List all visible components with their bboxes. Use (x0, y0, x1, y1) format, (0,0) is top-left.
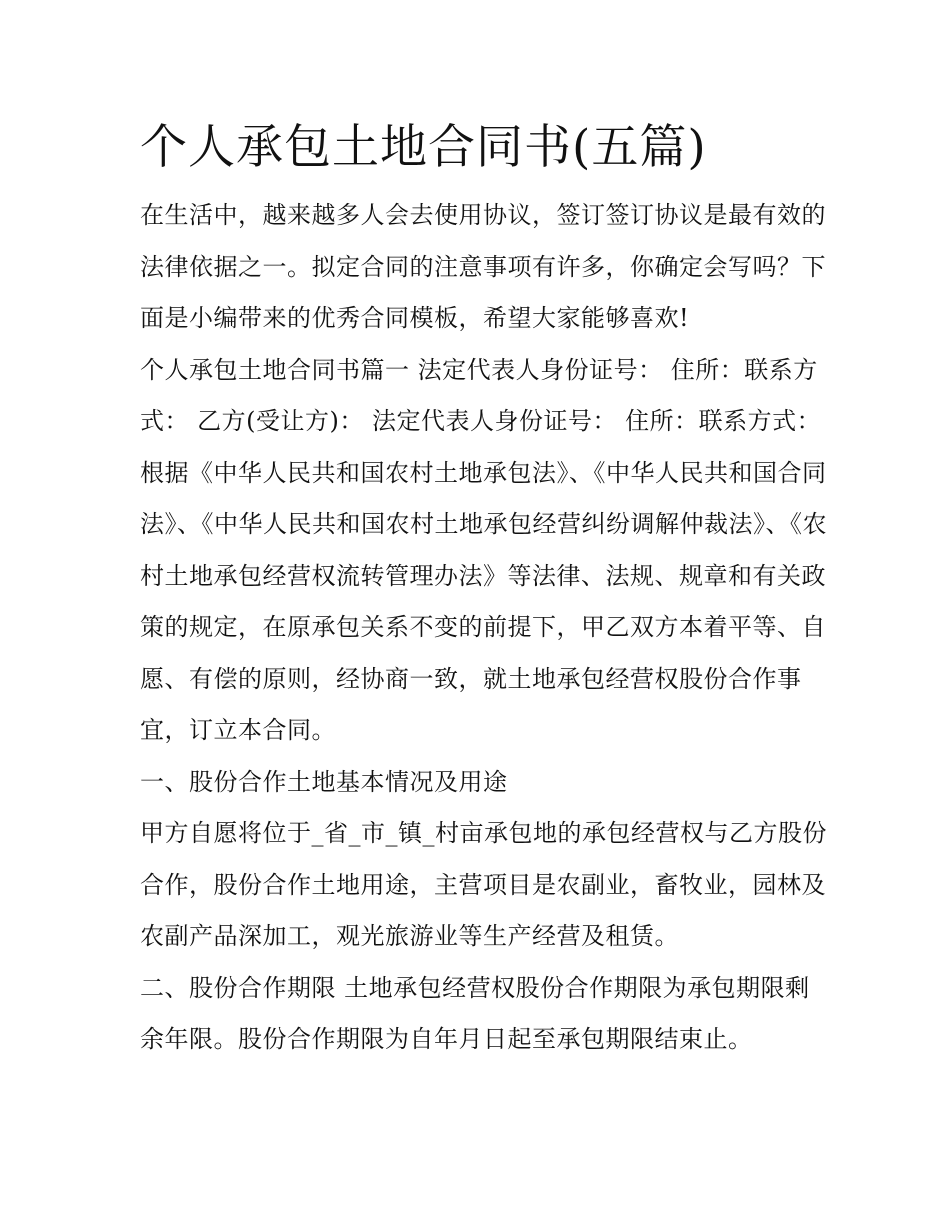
document-page (140, 112, 830, 1066)
section-heading-1: 一、股份合作土地基本情况及用途 (140, 767, 508, 796)
intro-paragraph: 在生活中，越来越多人会去使用协议，签订签订协议是最有效的法律依据之一。拟定合同的注意事项有许多，你确定会写吗？下面是小编带来的优秀合同模板，希望大家能够喜欢! (140, 201, 826, 332)
party-info-paragraph: 个人承包土地合同书篇一 法定代表人身份证号： 住所：联系方式： 乙方(受让方)： 法定代表人身份证号： 住所：联系方式： (140, 355, 822, 435)
legal-basis-paragraph: 根据《中华人民共和国农村土地承包法》、《中华人民共和国合同法》、《中华人民共和国农村土地承包经营纠纷调解仲裁法》、《农村土地承包经营权流转管理办法》等法律、法规、规章和有关政策的规定，在原承包关系不变的前提下，甲乙双方本着平等、自愿、有偿的原则，经协商一致，就土地承包经营权股份合作事宜，订立本合同。 (140, 458, 827, 744)
document-title: 个人承包土地合同书(五篇) (140, 120, 707, 175)
term-paragraph: 二、股份合作期限 土地承包经营权股份合作期限为承包期限剩余年限。股份合作期限为自年月日起至承包期限结束止。 (140, 973, 810, 1053)
land-usage-paragraph: 甲方自愿将位于_省_市_镇_村亩承包地的承包经营权与乙方股份合作，股份合作土地用途，主营项目是农副业，畜牧业，园林及农副产品深加工，观光旅游业等生产经营及租赁。 (140, 819, 827, 950)
